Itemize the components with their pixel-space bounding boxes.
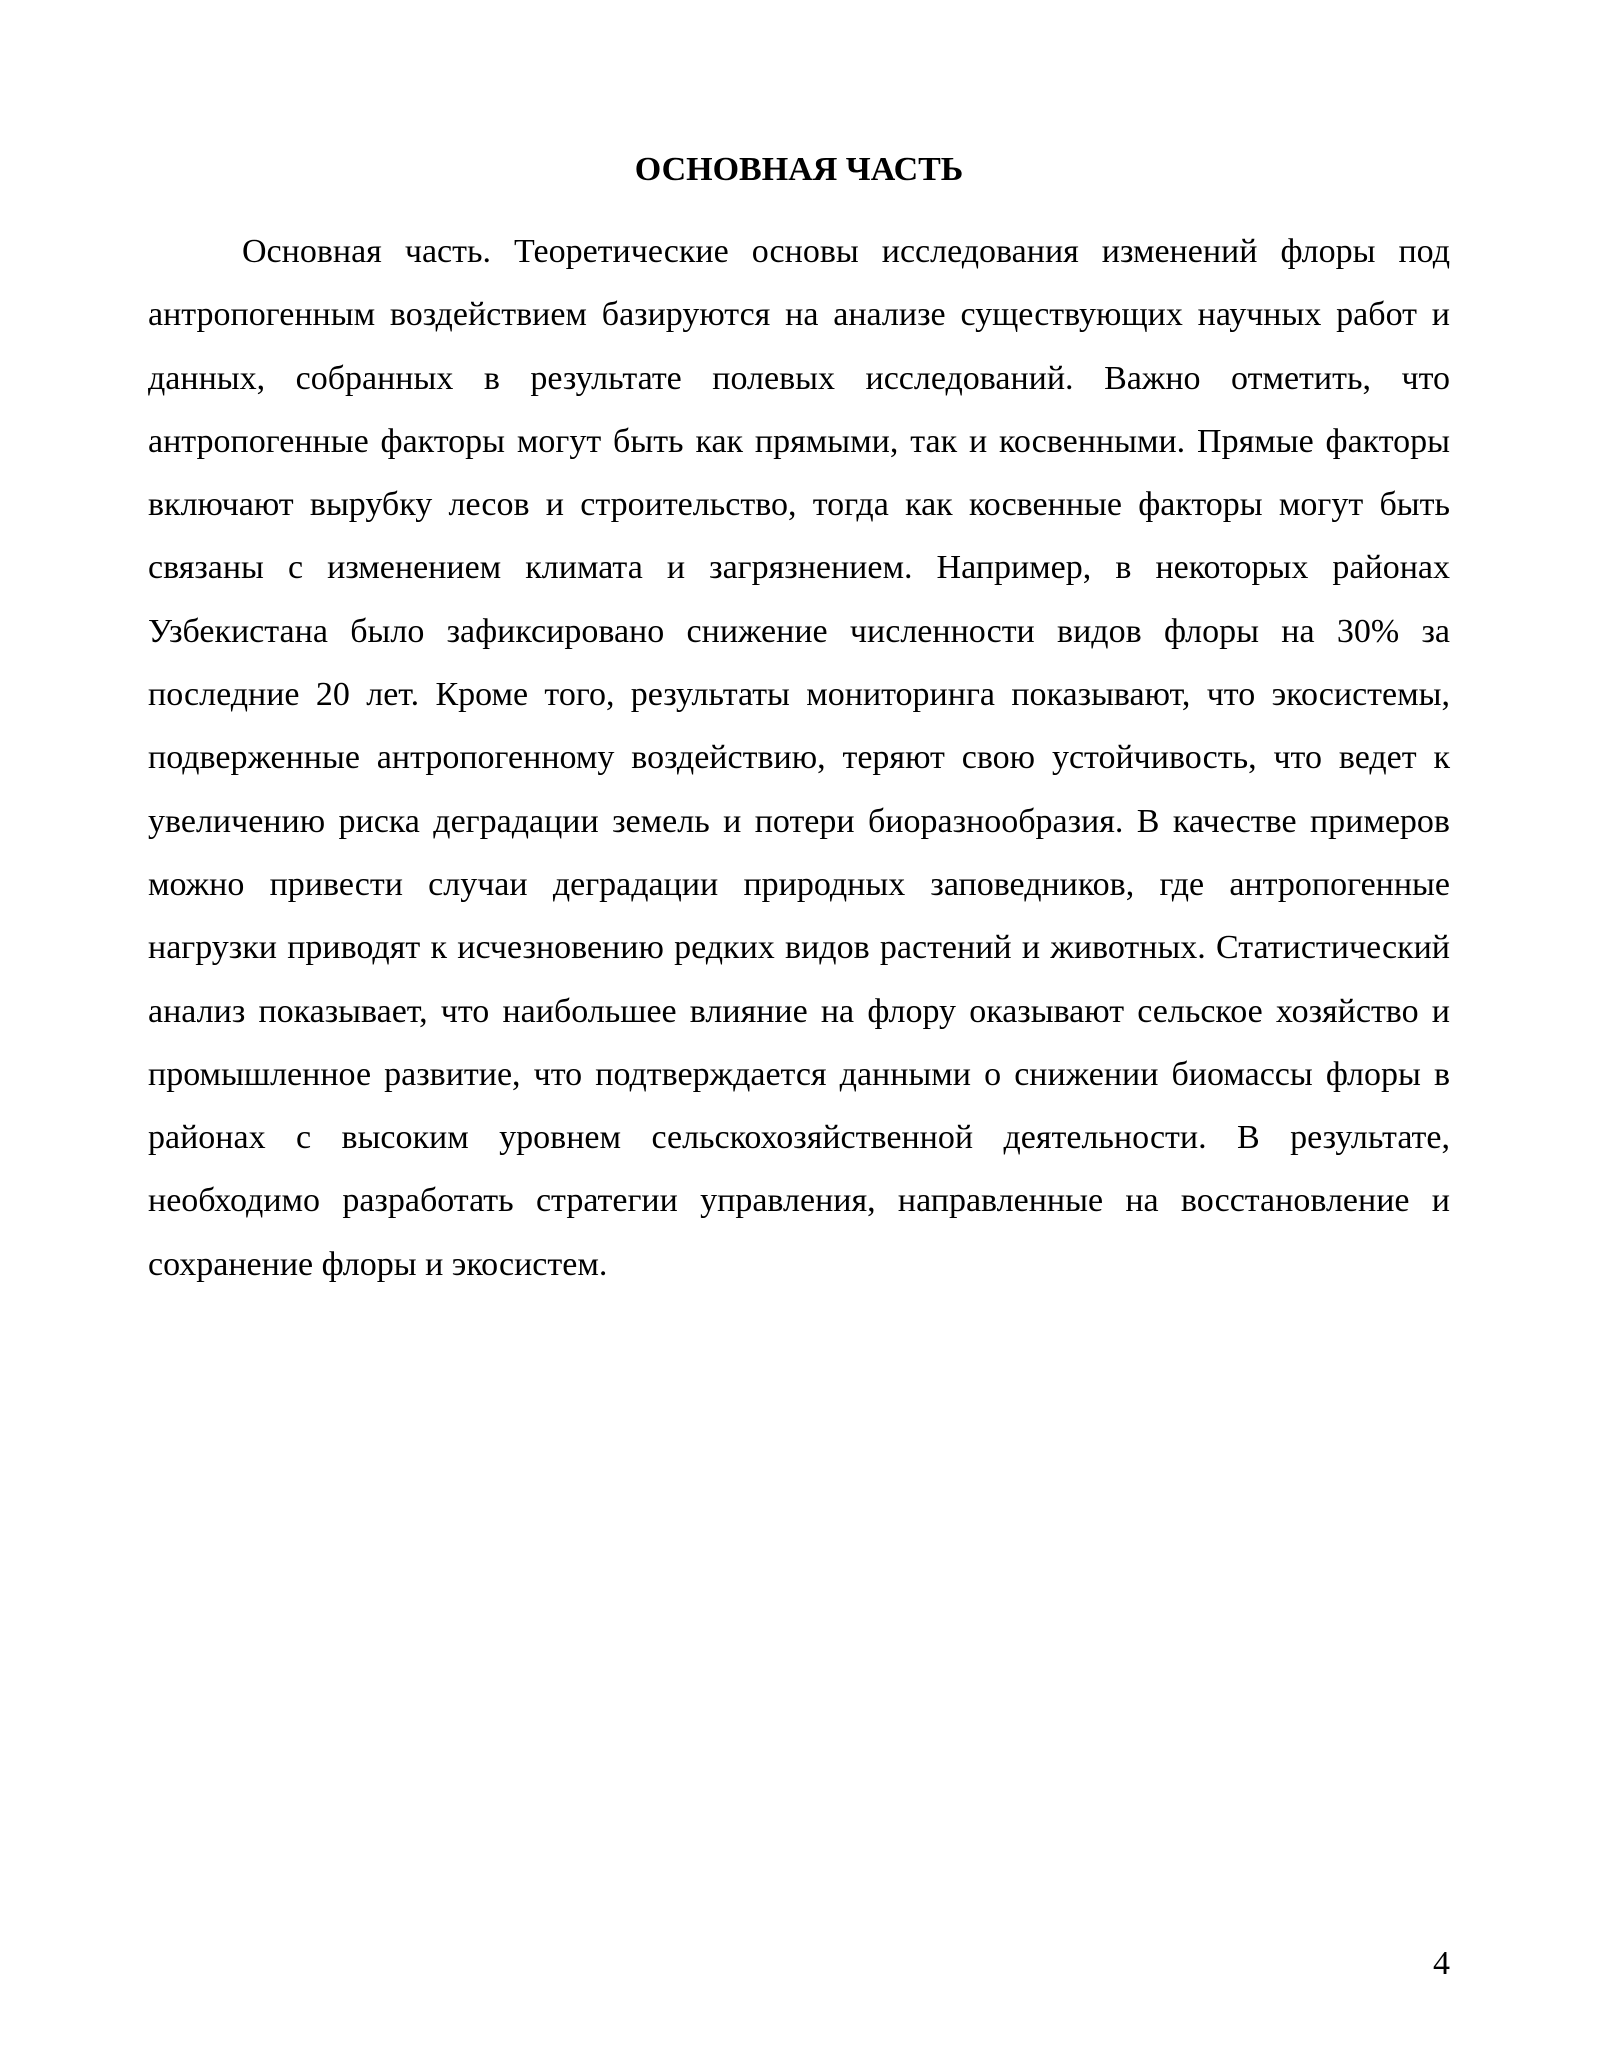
page-number: 4 bbox=[1433, 1945, 1450, 1982]
section-heading: ОСНОВНАЯ ЧАСТЬ bbox=[634, 151, 964, 188]
body-paragraph: Основная часть. Теоретические основы исследования изменений флоры под антропогенным воздействием базируются на анализе существующих научных работ и данных, собранных в результате полевых исследований. Важно отметить, что антропогенные факторы могут быть как прямыми, так и косвенными. Прямые факторы включают вырубку лесов и строительство, тогда как косвенные факторы могут быть связаны с изменением климата и загрязнением. Например, в некоторых районах Узбекистана было зафиксировано снижение численности видов флоры на 30% за последние 20 лет. Кроме того, результаты мониторинга показывают, что экосистемы, подверженные антропогенному воздействию, теряют свою устойчивость, что ведет к увеличению риска деградации земель и потери биоразнообразия. В качестве примеров можно привести случаи деградации природных заповедников, где антропогенные нагрузки приводят к исчезновению редких видов растений и животных. Статистический анализ показывает, что наибольшее влияние на флору оказывают сельское хозяйство и промышленное развитие, что подтверждается данными о снижении биомассы флоры в районах с высоким уровнем сельскохозяйственной деятельности. В результате, необходимо разработать стратегии управления, направленные на восстановление и сохранение флоры и экосистем. bbox=[148, 233, 1450, 1283]
